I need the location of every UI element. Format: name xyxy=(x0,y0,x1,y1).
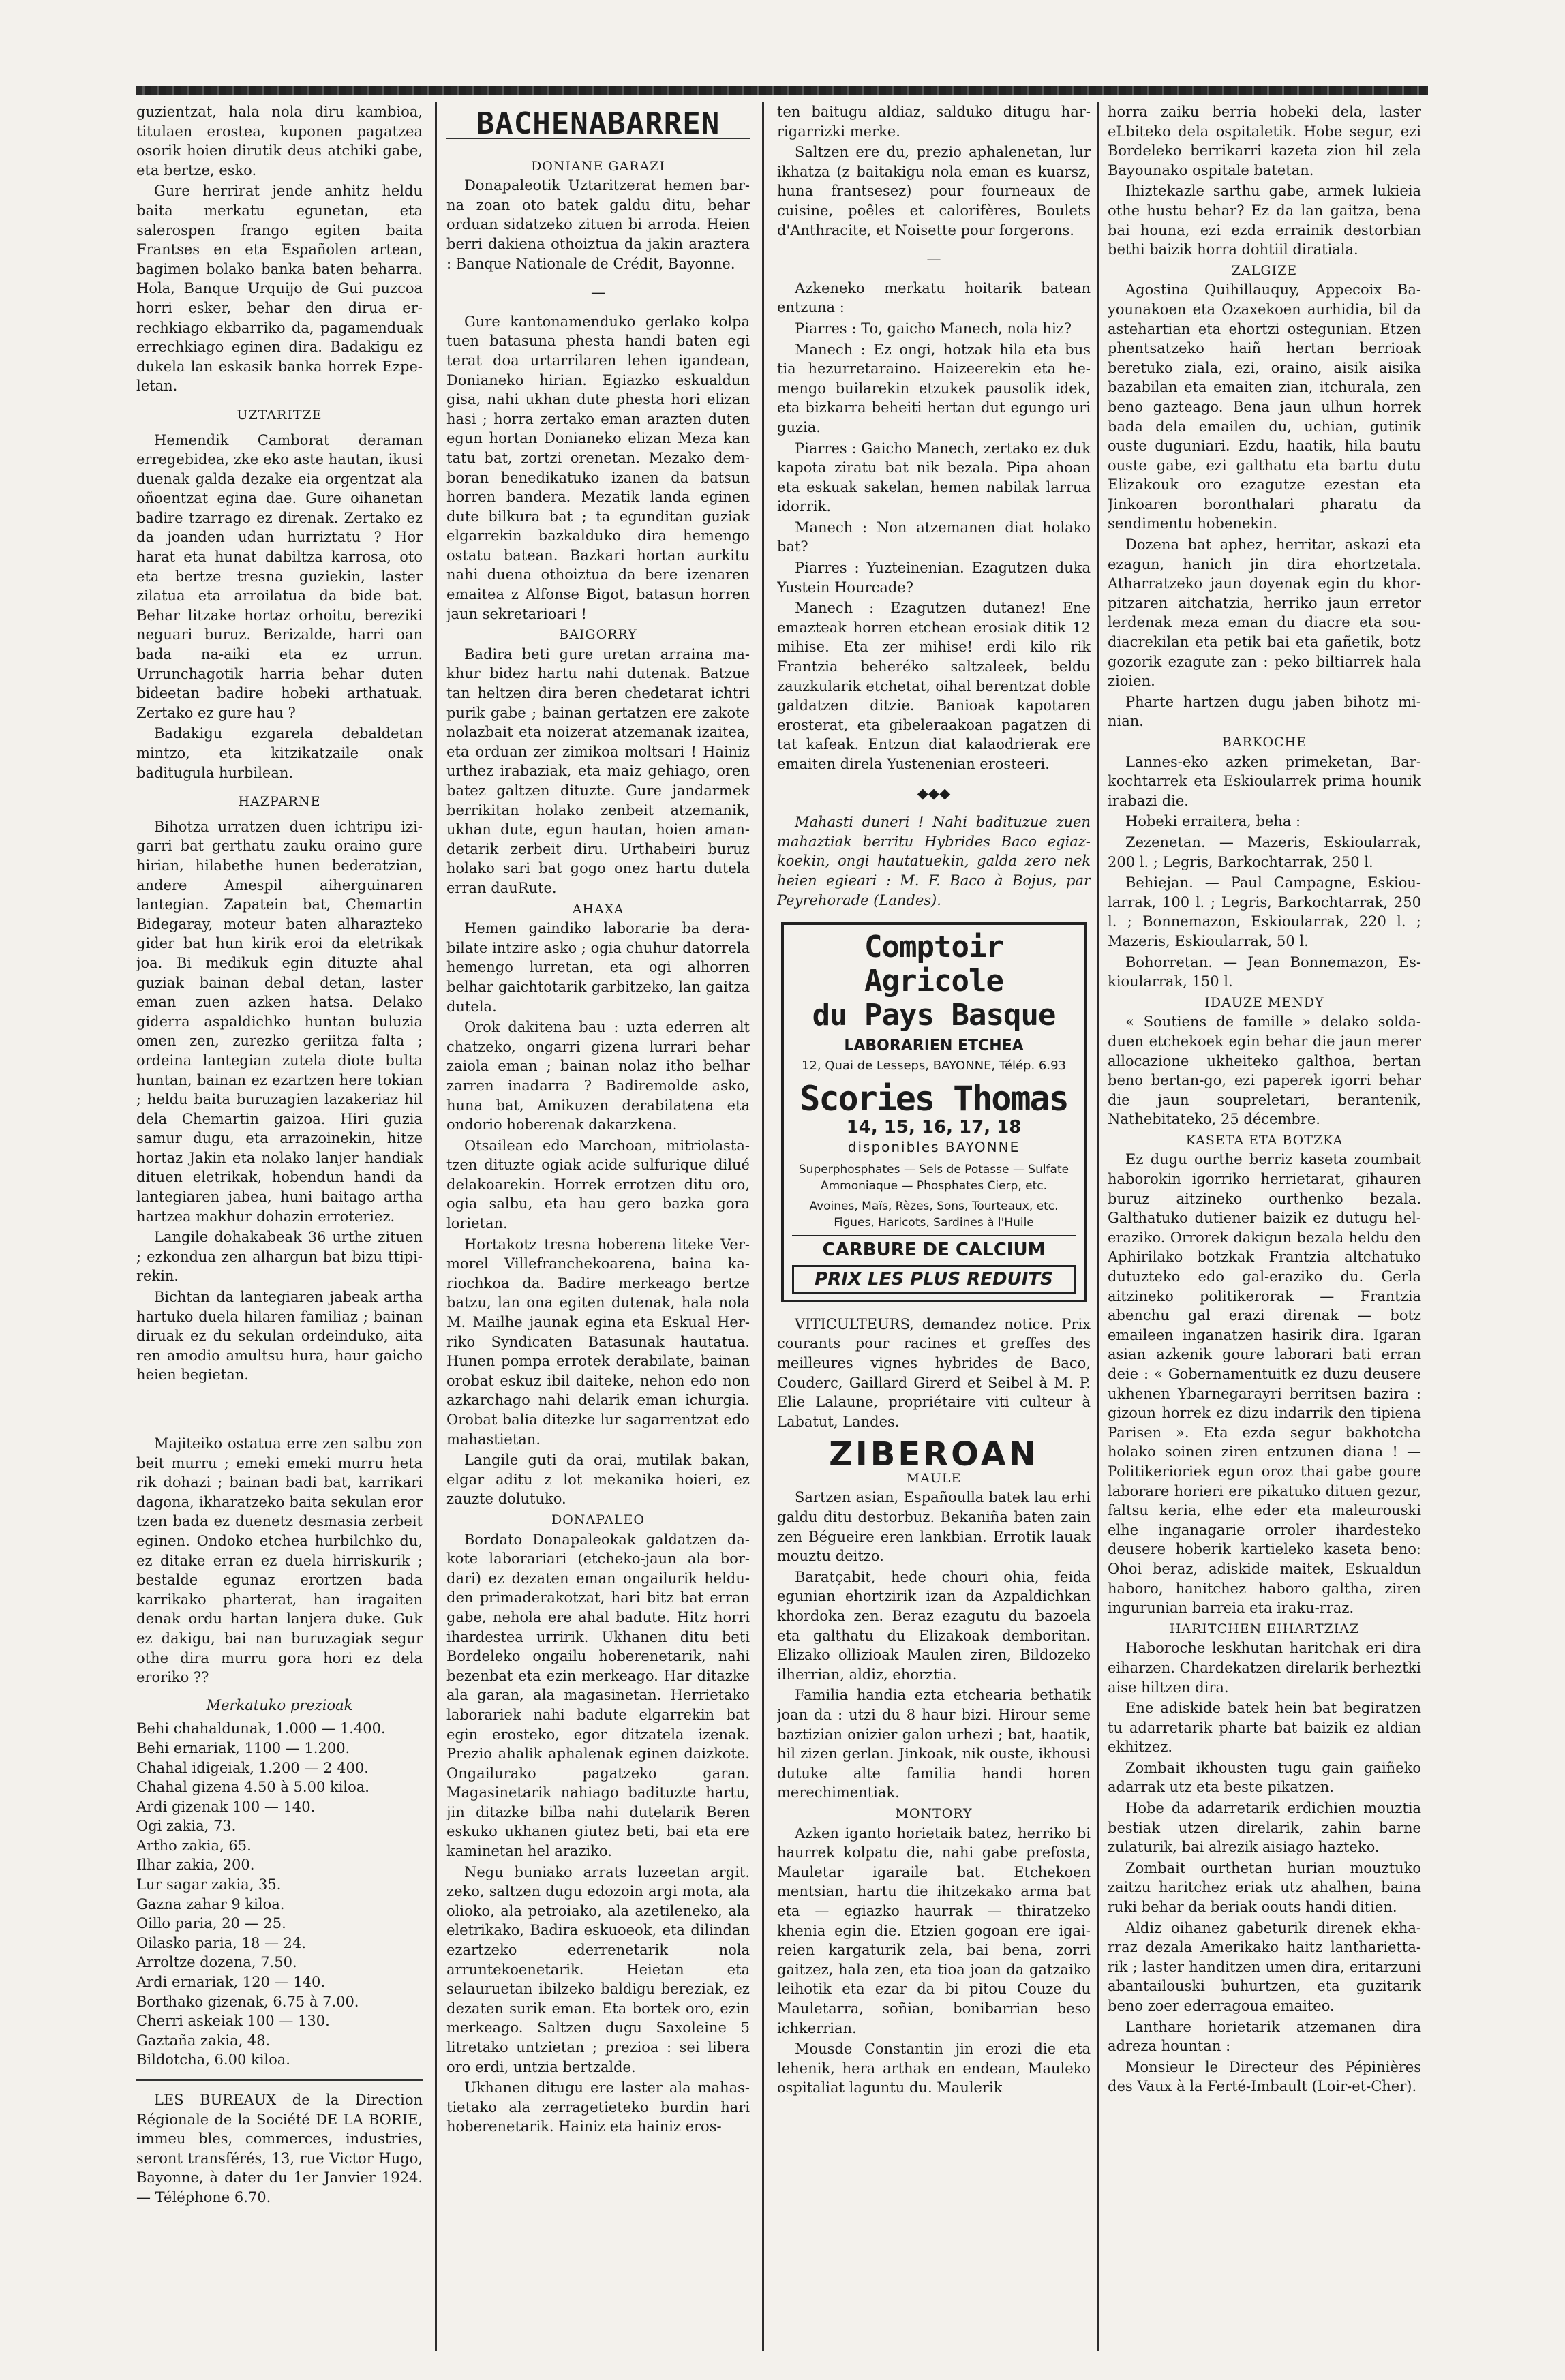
paragraph: Azkeneko merkatu hoitarik batean entzuna : xyxy=(777,279,1091,316)
price-item: Gazna zahar 9 kiloa. xyxy=(136,1895,285,1912)
price-item: Chahal idigeiak, 1.200 — 2 400. xyxy=(136,1759,369,1776)
paragraph: Dozena bat aphez, herritar, askazi eta ezagun, hanich jin dira ehortzetala. Atharratzeko jaun doyenak egin du khorpitzaren aitchatzia, herriko jaun erretor lerdenak meza eman du diacre eta soudiacrekilan eta petik bai eta gañetik, botz gozorik ezagute zan : peko biltiarrek hala zioien. xyxy=(1108,536,1421,690)
paragraph: Agostina Quihillauquy, Appecoix Bayounakoen eta Ozaxekoen aurhidia, bil da astehartian eta ehortzi ostegunian. Etzen phentsatzeko haiñ hertan berrioak beretuko ziala, ezi, oraino, aisik aisika bazabilan eta emaiten zian, itchurala, zen beno gazteago. Bena jaun ulhun horrek bada dela emailen du, uchian, gutinik ouste duguniari. Ezdu, haatik, hila bautu ouste gabe, ezi galthatu eta bartu dutu Elizakouk oro ezagutze ezestan eta Jinkoaren boronthalari pharatu da sendimentu hobenekin. xyxy=(1108,281,1421,532)
section-title: ZIBEROAN xyxy=(829,1435,1039,1474)
paragraph: Saltzen ere du, prezio aphalenetan, lur ikhatza (z baitakigu nola eman es kuarsz, huna frantsesez) pour fourneaux de cuisine, poêles et calorifères, Boulets d'Anthracite, et Noisette pour forgerons. xyxy=(777,144,1091,239)
paragraph: Majiteiko ostatua erre zen salbu zon beit murru ; emeki emeki murru heta rik dohazi ; bainan badi bat, karrikari dagona, ikharatzeko baita sekulan eror tzen bada ez duenetz desmasia zerbeit eginen. Ondoko etchea hurbilchko du, ez ditake erran ez duela hirriskurik ; bestalde egunaz erortzen bada karrikako pharterat, han iragaiten denak ordu hartan lanjera duke. Guk ez dakigu, bai nan buruzagiak segur othe dira murru gora hori ez dela eroriko ?? xyxy=(136,1435,423,1686)
paragraph: Orok dakitena bau : uzta ederren alt chatzeko, ongarri gizena lurrari behar zaiola eman ; bainan nolaz itho belhar zarren inadarra ? Badiremolde asko, huna bat, Amikuzen derabilatena eta ondorio hoberenak dakarzkena. xyxy=(446,1019,750,1133)
column-4 xyxy=(1108,102,1421,2338)
top-border-rule xyxy=(136,86,1428,95)
price-item: Borthako gizenak, 6.75 à 7.00. xyxy=(136,1993,359,2010)
price-item: Behi ernariak, 1100 — 1.200. xyxy=(136,1739,350,1756)
divider xyxy=(136,2079,423,2081)
section-heading: DONIANE GARAZI xyxy=(531,158,665,174)
section-heading: AHAXA xyxy=(572,901,624,917)
section-heading: DONAPALEO xyxy=(551,1512,645,1527)
paragraph: guzientzat, hala nola diru kambioa, titulaen erostea, kuponen pagatzea osorik hoien dirutik deus atchiki gabe, eta bertze, esko. xyxy=(136,104,423,179)
paragraph: Bohorretan. — Jean Bonnemazon, Eskioularrak, 150 l. xyxy=(1108,953,1421,990)
column-divider xyxy=(435,102,437,2351)
paragraph: « Soutiens de famille » delako soldaduen etchekoek egin behar die jaun merer allocazione ukheiteko galthoa, bertan beno bertan-go, ezi paperek igorri behar die jaun soupreletari, berantenik, Nathebitateko, 25 décembre. xyxy=(1108,1013,1421,1128)
column-1 xyxy=(136,102,423,2338)
paragraph: Bordato Donapaleokak galdatzen dakote laborariari (etcheko-jaun ala bordari) ez dezaten eman ongailurik helduden primaderakotzat, hari bitz bat erran gabe, nehola ere ahal badute. Hitz horri ihardestea urririk. Ukhanen ditu beti Bordeleko ongailu hoberenetarik, nahi bezenbat eta ezin merkeago. Har ditazke ala garan, ala magasinetan. Herrietako laborariek nahi badute elgarrekin bat egin erosteko, egor ditzatela izenak. Prezio ahalik aphalenak eginen daizkote. Ongailurako pagatzeko garan. Magasinetarik nahiago badituzte hartu, jin ditazke bilba nahi dutelarik Beren eskuko ukhanen giutez beti, bai eta ere kaminetan hel araziko. xyxy=(446,1531,750,1860)
paragraph: Hobeki erraitera, beha : xyxy=(1125,813,1301,830)
price-item: Oilasko paria, 18 — 24. xyxy=(136,1934,307,1951)
ad-subheadline: LABORARIEN ETCHEA xyxy=(844,1037,1024,1055)
section-heading: ZALGIZE xyxy=(1231,262,1298,278)
ad-list: Avoines, Maïs, Rèzes, Sons, Tourteaux, etc. Figues, Haricots, Sardines à l'Huile xyxy=(809,1199,1059,1230)
price-item: Ilhar zakia, 200. xyxy=(136,1857,255,1874)
divider: ◆◆◆ xyxy=(917,784,951,802)
price-item: Ogi zakia, 73. xyxy=(136,1818,237,1835)
paragraph: Familia handia ezta etchearia bethatik joan da : utzi du 8 haur bizi. Hirour seme baztizian onizier galon urhezi ; bat, haatik, hil zizen gerlan. Jinkoak, nik ouste, ikhousi dutuke alte familia handi horen merechimentiak. xyxy=(777,1687,1091,1801)
price-item: Gaztaña zakia, 48. xyxy=(136,2032,271,2049)
paragraph: Ene adiskide batek hein bat begiratzen tu adarretarik pharte bat baizik ez aldian ekhitzez. xyxy=(1108,1700,1421,1756)
section-heading: BARKOCHE xyxy=(1221,735,1307,750)
price-item: Behi chahaldunak, 1.000 — 1.400. xyxy=(136,1720,386,1737)
price-item: Oillo paria, 20 — 25. xyxy=(136,1915,286,1932)
paragraph: Sartzen asian, Españoulla batek lau erhi galdu ditu destorbuz. Bekaniña baten zain zen Bégueire eren lankbian. Errotik lauak mouztu deitzo. xyxy=(777,1489,1091,1565)
paragraph: ten baitugu aldiaz, salduko ditugu harrigarrizki merke. xyxy=(777,104,1091,140)
paragraph: Behiejan. — Paul Campagne, Eskioularrak, 100 l. ; Legris, Barkochtarrak, 250 l. ; Bonnemazon, Eskioularrak, 220 l. ; Mazeris, Eskioularrak, 50 l. xyxy=(1108,874,1421,949)
divider: — xyxy=(591,284,605,301)
column-divider xyxy=(1097,102,1099,2351)
price-item: Lur sagar zakia, 35. xyxy=(136,1876,282,1893)
paragraph: Pharte hartzen dugu jaben bihotz minian. xyxy=(1108,693,1421,730)
paragraph: Zezenetan. — Mazeris, Eskioularrak, 200 l. ; Legris, Barkochtarrak, 250 l. xyxy=(1108,834,1421,870)
column-divider xyxy=(762,102,764,2351)
paragraph: Bihotza urratzen duen ichtripu izigarri bat gerthatu zauku oraino gure hirian, hilabethe hunen bederatzian, andere Amespil aiherguinaren lantegian. Zapatein bat, Chemartin Bidegaray, moteur baten alharazteko gider bat hun kirik eroi da eletrikak joa. Bi medikuk egin dituzte ahal guziak bainan debal detan, laster eman zuen azken hatsa. Delako giderra aspaldichko huntan buluzia omen zen, zurezko geriitza falta ; ordeina lantegian zutela diote bulta huntan, bainan ez ezartzen here tokian ; heldu baita buruzagien lazakeriaz hil dela Chemartin gaizoa. Hiri guzia samur dugu, eta arrazoinekin, hitze hortaz Jakin eta nolako lanjer handiak dituen eletrikak, hobendun handi da lantegiaren jabea, huni baitago artha hartzea makhur dohazin erroteriez. xyxy=(136,818,423,1225)
section-heading: KASETA ETA BOTZKA xyxy=(1185,1132,1343,1148)
column-2 xyxy=(446,102,750,2338)
ad-carbure: CARBURE DE CALCIUM xyxy=(792,1235,1076,1260)
advertisement-comptoir-agricole xyxy=(781,922,1087,1302)
paragraph: Langile guti da orai, mutilak bakan, elgar aditu z lot mekanika hoieri, ez zauzte dolutuko. xyxy=(446,1452,750,1508)
ad-headline: Comptoir Agricole xyxy=(864,930,1003,999)
section-heading: MAULE xyxy=(906,1470,962,1486)
price-item: Chahal gizena 4.50 à 5.00 kiloa. xyxy=(136,1779,369,1796)
paragraph: Baratçabit, hede chouri ohia, feida egunian ehortzirik izan da Azpaldichkan khordoka zen. Beraz ezagutu du bazoela eta galthatu du Elizakoak demboritan. Elizako ollizioak Maulen ziren, Bildozeko ilherrian, aldiz, ehorztia. xyxy=(777,1568,1091,1683)
paragraph: Ez dugu ourthe berriz kaseta zoumbait haborokin igorriko herrietarat, gihauren buruz aitzineko ourthenko bezala. Galthatuko dutiener baizik ez dutugu hel-eraziko. Orrorek dakigun bezala heldu den Aphirilako botzkak Frantzia altchatuko dutuzteko edo gal-eraziko du. Gerla aitzineko politikerorak — Frantzia abenchu gal erazi direnak — botz emaileen inganatzen hasirik dira. Igaran asian azkenik goure laborari bati erran deie : « Gobernamentuitk ez duzu deusere ukhenen Ybarnegarayri berritsen bazira : gizoun horrek ez dizu indarrik den tipiena Parisen ». Eta ezda segur bakhotcha holako soinen ziren entzunen diana ! — Politikerioriek egun oroz thai gabe goure laborare horieri ere pikatuko dituen gezur, faltsu keria, elhe eder eta maleurouski elhe inganagarie orroler ihardesteko deusere hoberik kartieleko kaseta beno: Ohoi beraz, adiskide maitek, Eskualdun haboro, hanitchez haboro galtha, ziren ingurunian barreia eta iraku-rraz. xyxy=(1108,1151,1421,1617)
prices-heading: Merkatuko prezioak xyxy=(206,1696,353,1713)
paragraph: Ihiztekazle sarthu gabe, armek lukieia othe hustu behar? Ez da lan gaitza, bena bai houna, ezi ezda errainik destorbian bethi baizik horra dohtiil diratiala. xyxy=(1108,183,1421,258)
paragraph: Negu buniako arrats luzeetan argit. zeko, saltzen dugu edozoin argi mota, ala olioko, ala petroiako, ala azetileneko, ala eletrikako, Badira eskuoeok, eta dilindan ezartzeko ederrenetarik nola arruntekoenetarik. Heietan eta selauruetan ibilzeko baldigu bereziak, ez dezaten surik eman. Eta bortek oro, ezin merkeago. Saltzen dugu Saxoleine 5 litretako untzietan ; prezioa : sei libera oro erdi, untzia bertzalde. xyxy=(446,1863,750,2075)
ad-address: 12, Quai de Lesseps, BAYONNE, Télép. 6.93 xyxy=(802,1058,1066,1073)
paragraph: Lanthare horietarik atzemanen dira adreza hountan : xyxy=(1108,2018,1421,2055)
section-heading: HARITCHEN EIHARTZIAZ xyxy=(1169,1621,1360,1636)
paragraph: Otsailean edo Marchoan, mitriolastatzen dituzte ogiak acide sulfurique dilué delakoarekin. Horrek errotzen ditu oro, ogia salbu, eta hau gero bazka gora lorietan. xyxy=(446,1137,750,1232)
price-item: Arroltze dozena, 7.50. xyxy=(136,1954,297,1971)
price-item: Ardi ernariak, 120 — 140. xyxy=(136,1974,326,1991)
section-heading: HAZPARNE xyxy=(238,794,321,810)
paragraph: Ukhanen ditugu ere laster ala mahastietako ala zerragetieteko burdin hari hoberenetarik. Hainiz eta hainiz eros- xyxy=(446,2079,750,2135)
dialogue-line: Piarres : To, gaicho Manech, nola hiz? xyxy=(795,320,1072,337)
paragraph: Bichtan da lantegiaren jabeak artha hartuko duela hilaren familiaz ; bainan diruak ez du sekulan ordeinduko, aita ren amodio amultsu hura, haur gaicho heien begietan. xyxy=(136,1289,423,1384)
paragraph: Donapaleotik Uztaritzerat hemen barna zoan oto batek galdu ditu, behar orduan sidatzeko zituen bi arroda. Heien berri dakiena othoiztua da jakin araztera : Banque Nationale de Crédit, Bayonne. xyxy=(446,177,750,272)
paragraph: Mousde Constantin jin erozi die eta lehenik, hera arthak en endean, Mauleko ospitaliat laguntu du. Maulerik xyxy=(777,2041,1091,2096)
ad-availability: disponibles BAYONNE xyxy=(847,1138,1020,1155)
paragraph: Hemendik Camborat deraman erregebidea, zke eko aste hautan, ikusi duenak galda dezake eia orgentzat ala oñoentzat egina dae. Gure oihanetan badire tzarrago ez direnak. Zertako ez da joanden udan hurriztatu ? Hor harat eta hunat dabiltza karrosa, oto eta bertze tresna guziekin, laster zilatua eta arroilatua da bide bat. Behar litzake hortaz orhoitu, bereziki neguari buruz. Berizalde, harri oan bada na-aiki eta ez urrun. Urrunchagotik harria behar duten bideetan badire hobeki arthatuak. Zertako ez gure hau ? xyxy=(136,431,423,721)
paragraph: Aldiz oihanez gabeturik direnek ekharraz dezala Amerikako haitz lanthariettarik ; laster handitzen umen dira, eritarzuni abantailouski buhurtzen, eta guzitarik beno zoer ederragoua emaiteo. xyxy=(1108,1919,1421,2014)
paragraph: Langile dohakabeak 36 urthe zituen ; ezkondua zen alhargun bat bizu ttipirekin. xyxy=(136,1229,423,1285)
column-3 xyxy=(777,102,1091,2338)
paragraph: Zombait ikhousten tugu gain gaiñeko adarrak utz eta beste pikatzen. xyxy=(1108,1759,1421,1796)
price-list xyxy=(136,1719,423,2070)
section-heading: UZTARITZE xyxy=(237,407,322,423)
paragraph: Haboroche leskhutan haritchak eri dira eiharzen. Chardekatzen direlarik berheztki aise hiltzen dira. xyxy=(1108,1640,1421,1696)
dialogue-line: Manech : Ezagutzen dutanez! Ene emazteak horren etchean erosiak ditik 12 mihise. Eta zer mihise! erdi kilo rik Frantzia beheréko saltzaleek, beldu zauzkularik etchetat, oihal berentzat doble galdatzen ditzie. Banioak kapotaren erosterat, eta gibeleraakoan pagatzen di tat kafeak. Entzun diat kalaodrierak ere emaiten direla Yustenenian erosteeri. xyxy=(777,600,1091,772)
price-item: Bildotcha, 6.00 kiloa. xyxy=(136,2051,290,2069)
paragraph: VITICULTEURS, demandez notice. Prix courants pour racines et greffes des meilleures vignes hybrides de Baco, Couderc, Gaillard Girerd et Seibel à M. P. Elie Lalaune, propriétaire viti culteur à Labatut, Landes. xyxy=(777,1315,1091,1430)
notice-paragraph: LES BUREAUX de la Direction Régionale de la Société DE LA BORIE, immeu bles, commerces, industries, seront transférés, 13, rue Victor Hugo, Bayonne, à dater du 1er Janvier 1924. — Téléphone 6.70. xyxy=(136,2092,423,2206)
ad-dates: 14, 15, 16, 17, 18 xyxy=(846,1117,1022,1138)
dialogue-line: Piarres : Gaicho Manech, zertako ez duk kapota ziratu bat nik bezala. Pipa ahoan eta eskuak sakelan, hemen nabilak larrua idorrik. xyxy=(777,440,1091,515)
paragraph: horra zaiku berria hobeki dela, laster eLbiteko dela ospitaletik. Hobe segur, ezi Bordeleko berrikarri kazeta zion hil zela Bayounako ospitale batetan. xyxy=(1108,104,1421,179)
divider: — xyxy=(926,251,941,268)
paragraph: Zombait ourthetan hurian mouztuko zaitzu haritchez eriak utz ahalhen, baina ruki behar da beriak oouts handi ditien. xyxy=(1108,1859,1421,1916)
section-title: BACHENABARREN xyxy=(446,115,750,140)
paragraph: Mahasti duneri ! Nahi badituzue zuen mahaztiak berritu Hybrides Baco egiazkoekin, ongi hautatuekin, galda zero nek heien egieari : M. F. Baco à Bojus, par Peyrehorade (Landes). xyxy=(777,814,1091,909)
paragraph: Badakigu ezgarela debaldetan mintzo, eta kitzikatzaile onak baditugula hurbilean. xyxy=(136,725,423,781)
section-heading: BAIGORRY xyxy=(559,627,637,643)
ad-price-banner: PRIX LES PLUS REDUITS xyxy=(792,1265,1076,1294)
ad-product: Scories Thomas xyxy=(800,1079,1068,1119)
paragraph: Hortakotz tresna hoberena liteke Vermorel Villefranchekoarena, baina kariochkoa da. Badire merkeago bertze batzu, lan ona egiten dutenak, hala nola M. Mailhe jaunak egina eta Eskual Herriko Syndicaten Batasunak hautatua. Hunen pompa errotek derabilate, bainan orobat eskuz ibil daiteke, nehon edo non azkarchago nahi delarik eman ichurgia. Orobat balia ditezke lur sagarrentzat edo mahastietan. xyxy=(446,1236,750,1448)
paragraph: Monsieur le Directeur des Pépinières des Vaux à la Ferté-Imbault (Loir-et-Cher). xyxy=(1108,2058,1421,2095)
paragraph: Hemen gaindiko laborarie ba derabilate intzire asko ; ogia chuhur datorrela hemengo lurretan, eta ogi alhorren belhar gaichtotarik garbitzeko, lan gaitza dutela. xyxy=(446,920,750,1015)
paragraph: Gure kantonamenduko gerlako kolpa tuen batasuna phesta handi baten egi terat doa urtarrilaren lehen igandean, Donianeko hirian. Egiazko eskualdun gisa, nahi ukhan dute phesta hori elizan hasi ; horra zertako eman arazten duten egun hortan Donianeko elizan Meza kan tatu bat, zortzi orenetan. Mezako demboran benedikatuko izanen da batsun horren bandera. Mezatik landa eginen dute bilkura bat ; ta egunditan guziak elgarrekin bazkalduko dira hemengo ostatu batean. Bazkari hortan aurkitu nahi duena othoiztua da bere izenaren emaitea z Alfonse Bigot, batasun horren jaun sekretarioari ! xyxy=(446,313,750,622)
ad-headline: du Pays Basque xyxy=(812,998,1056,1033)
paragraph: Gure herrirat jende anhitz heldu baita merkatu egunetan, eta salerospen frango egiten baita Frantses en eta Españolen artean, bagimen bolako banka baten beharra. Hola, Banque Urquijo de Gui puzcoa horri esker, behar den dirua errechkiago ekbarriko da, pagamenduak errechkiago eginen dira. Badakigu ez dukela lan eskasik banka horrek Ezpeletan. xyxy=(136,183,423,395)
paragraph: Hobe da adarretarik erdichien mouztia bestiak utzen direlarik, zahin barne zulaturik, bai alrezik aisiago hazteko. xyxy=(1108,1800,1421,1856)
price-item: Cherri askeiak 100 — 130. xyxy=(136,2013,330,2030)
paragraph: Azken iganto horietaik batez, herriko bi haurrek kolpatu die, nahi gabe prefosta, Mauletar igaraile bat. Etchekoen mentsian, hartu die ihitzekako arma bat eta — egiazko haurrak — thiratzeko khenia egin die. Etzien gogoan ere igaireien kargaturik zela, bai bena, zorri gaitzez, hala zen, eta tioa joan da gatzaiko leihotik eta ezar da bi pitou Couze du Mauletarra, soñian, bonibarrian beso ichkerrian. xyxy=(777,1825,1091,2036)
dialogue-line: Manech : Non atzemanen diat holako bat? xyxy=(777,519,1091,555)
spacer xyxy=(136,1386,423,1434)
dialogue-line: Piarres : Yuzteinenian. Ezagutzen duka Yustein Hourcade? xyxy=(777,560,1091,596)
section-heading: MONTORY xyxy=(895,1805,973,1821)
paragraph: Lannes-eko azken primeketan, Barkochtarrek eta Eskioularrek prima hounik irabazi die. xyxy=(1108,753,1421,809)
section-heading: IDAUZE MENDY xyxy=(1204,994,1324,1010)
price-item: Ardi gizenak 100 — 140. xyxy=(136,1798,316,1815)
price-item: Artho zakia, 65. xyxy=(136,1837,252,1854)
paragraph: Badira beti gure uretan arraina makhur bidez hartu nahi dutenak. Batzue tan heltzen dira beren chedetarat ichtri purik gabe ; bainan gertatzen ere zakote nolazbait eta noizerat atzemanak izaitea, eta orduan zer zimikoa moltsari ! Hainiz urthez irabaziak, eta maiz gehiago, oren batez galtzen dituzte. Gure jandarmek berrikitan holako zenbeit atzemanik, ukhan dute, egun hautan, hoien amandetarik zerbeit diru. Urthabeiri buruz holako sari bat gogo onez hartu dutela erran dauRute. xyxy=(446,645,750,896)
dialogue-line: Manech : Ez ongi, hotzak hila eta bus tia hezurretaraino. Haizeerekin eta hemengo builarekin etzukek pausolik idek, eta bizkarra beheiti hertan dut egungo uri guzia. xyxy=(777,341,1091,436)
ad-list: Superphosphates — Sels de Potasse — Sulfate Ammoniaque — Phosphates Cierp, etc. xyxy=(798,1162,1069,1193)
